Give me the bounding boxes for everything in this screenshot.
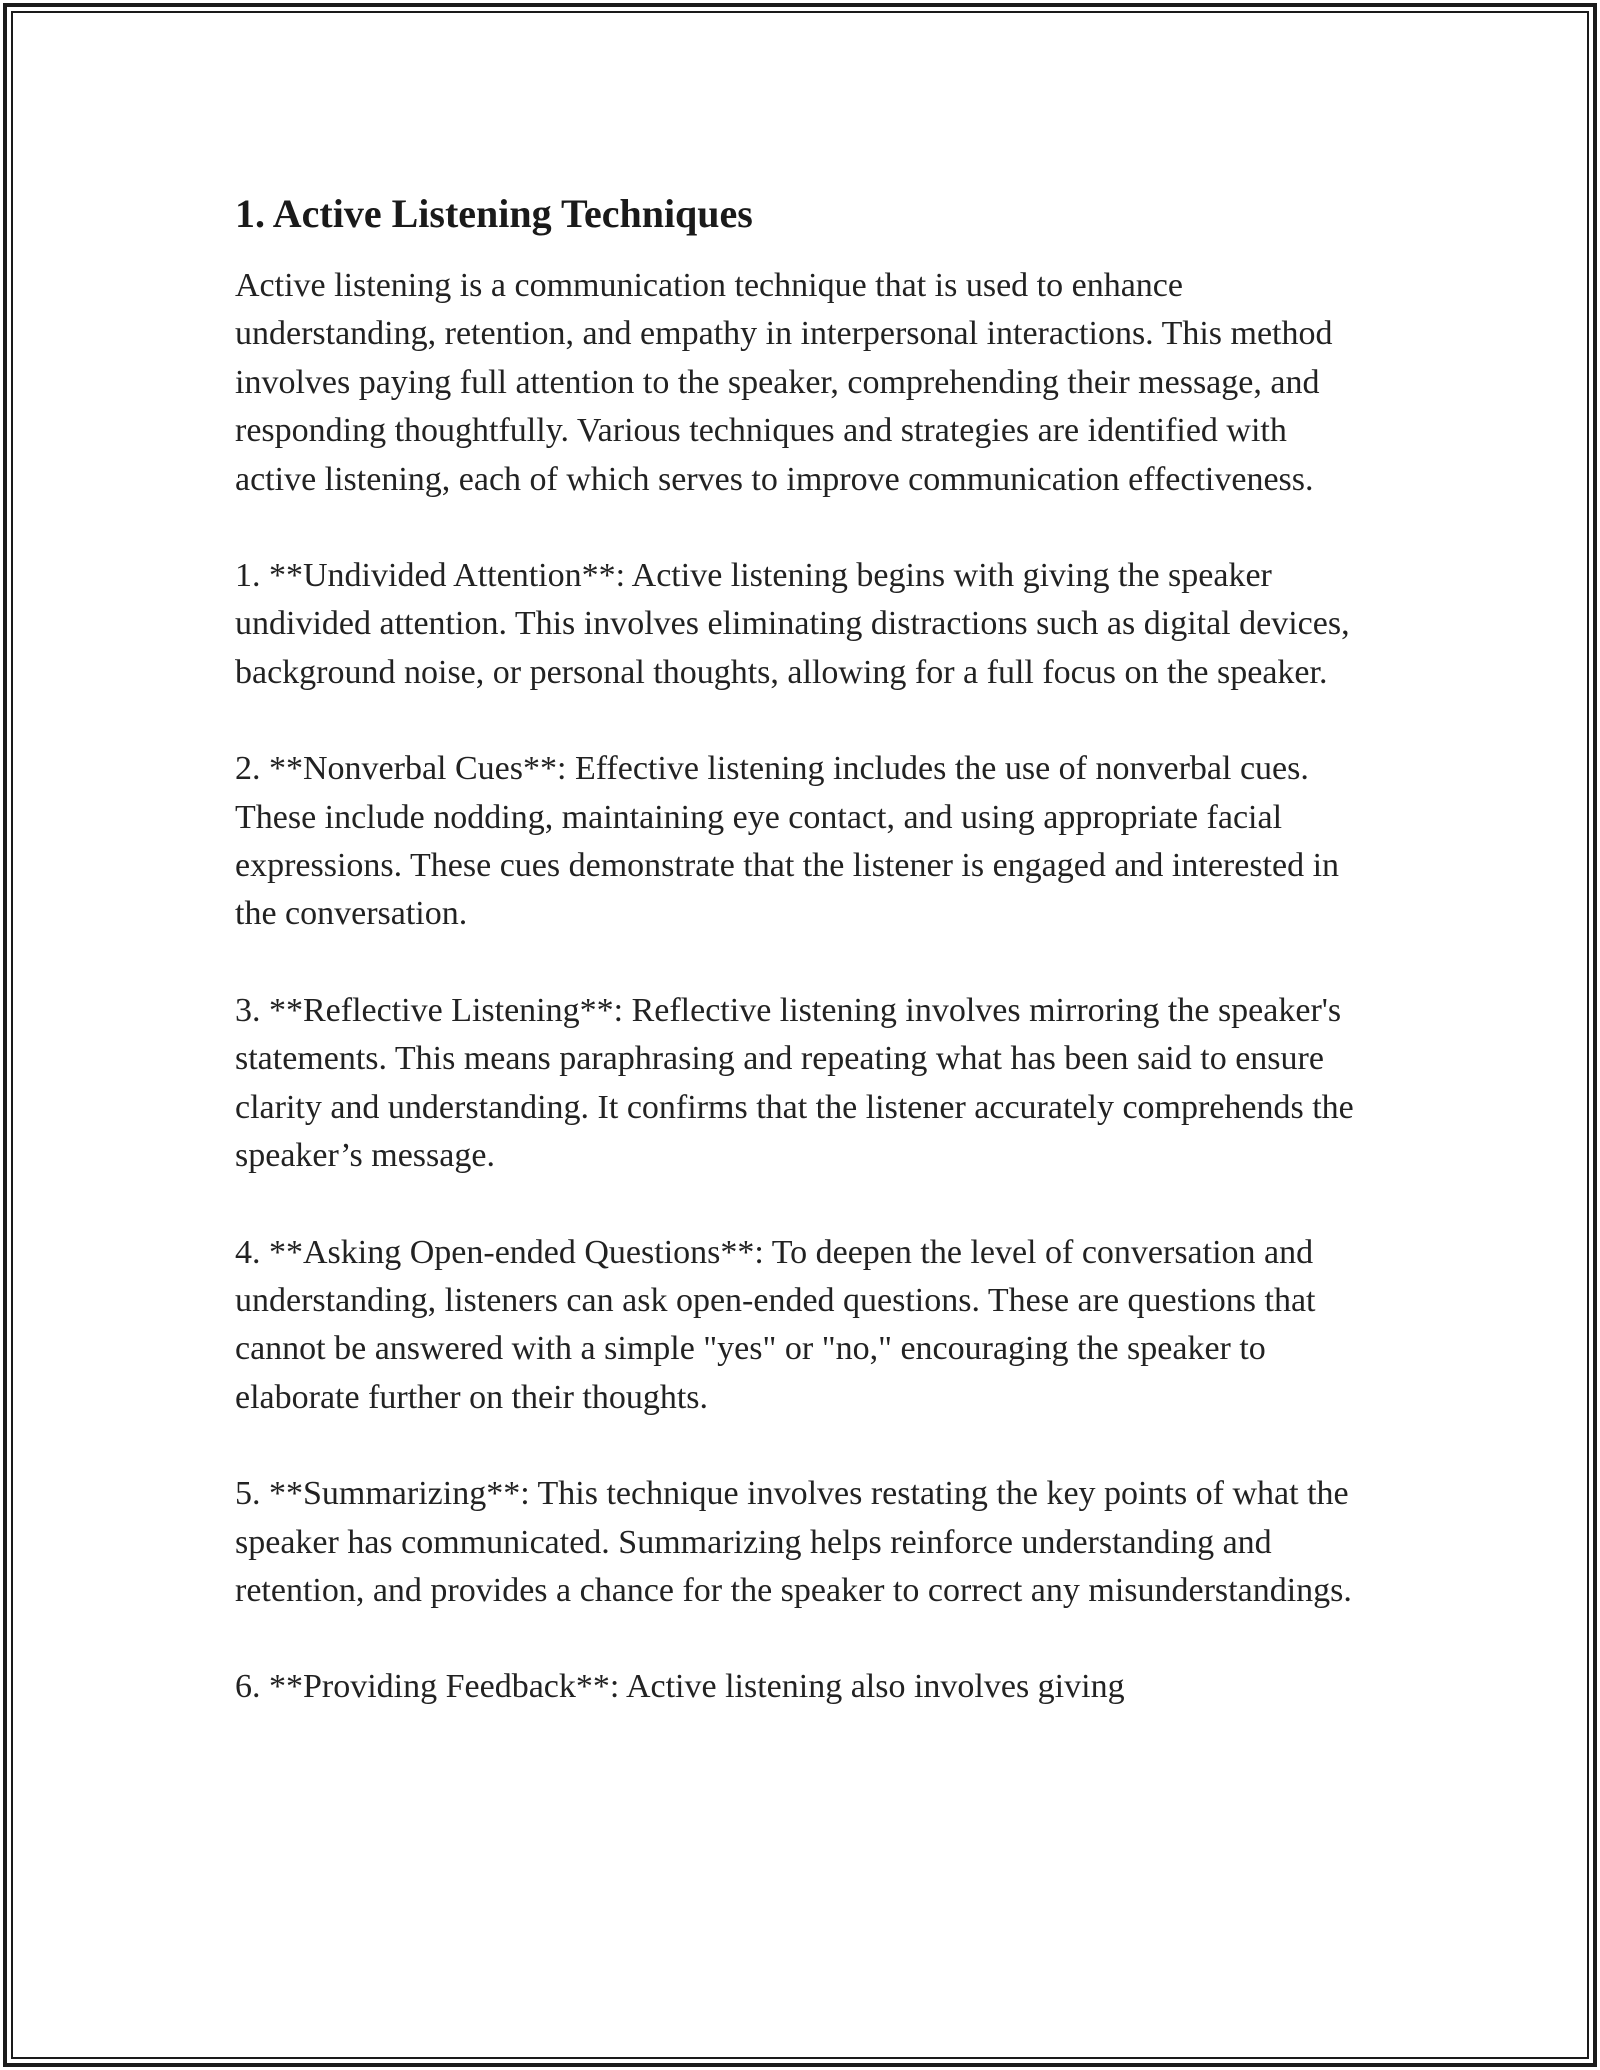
list-item-undivided-attention: 1. **Undivided Attention**: Active listening begins with giving the speaker undivided attention. This involves eliminating distractions such as digital devices, background noise, or personal thoughts, allowing for a full focus on the speaker. [235,557,1350,691]
list-item-nonverbal-cues: 2. **Nonverbal Cues**: Effective listening includes the use of nonverbal cues. These include nodding, maintaining eye contact, and using appropriate facial expressions. These cues demonstrate that the listener is engaged and interested in the conversation. [235,750,1340,933]
list-item-open-ended-questions: 4. **Asking Open-ended Questions**: To deepen the level of conversation and understanding, listeners can ask open-ended questions. These are questions that cannot be answered with a simple "yes" or "no," encouraging the speaker to elaborate further on their thoughts. [235,1233,1316,1416]
list-item-providing-feedback: 6. **Providing Feedback**: Active listening also involves giving [235,1668,1125,1706]
document-body [235,186,1375,1760]
section-heading: 1. Active Listening Techniques [235,191,753,236]
intro-paragraph: Active listening is a communication technique that is used to enhance understanding, retention, and empathy in interpersonal interactions. This method involves paying full attention to the speaker, comprehending their message, and responding thoughtfully. Various techniques and strategies are identified with active listening, each of which serves to improve communication effectiveness. [235,267,1333,498]
list-item-summarizing: 5. **Summarizing**: This technique involves restating the key points of what the speaker has communicated. Summarizing helps reinforce understanding and retention, and provides a chance for the speaker to correct any misunderstandings. [235,1475,1352,1609]
list-item-reflective-listening: 3. **Reflective Listening**: Reflective listening involves mirroring the speaker's statements. This means paraphrasing and repeating what has been said to ensure clarity and understanding. It confirms that the listener accurately comprehends the speaker’s message. [235,991,1354,1175]
